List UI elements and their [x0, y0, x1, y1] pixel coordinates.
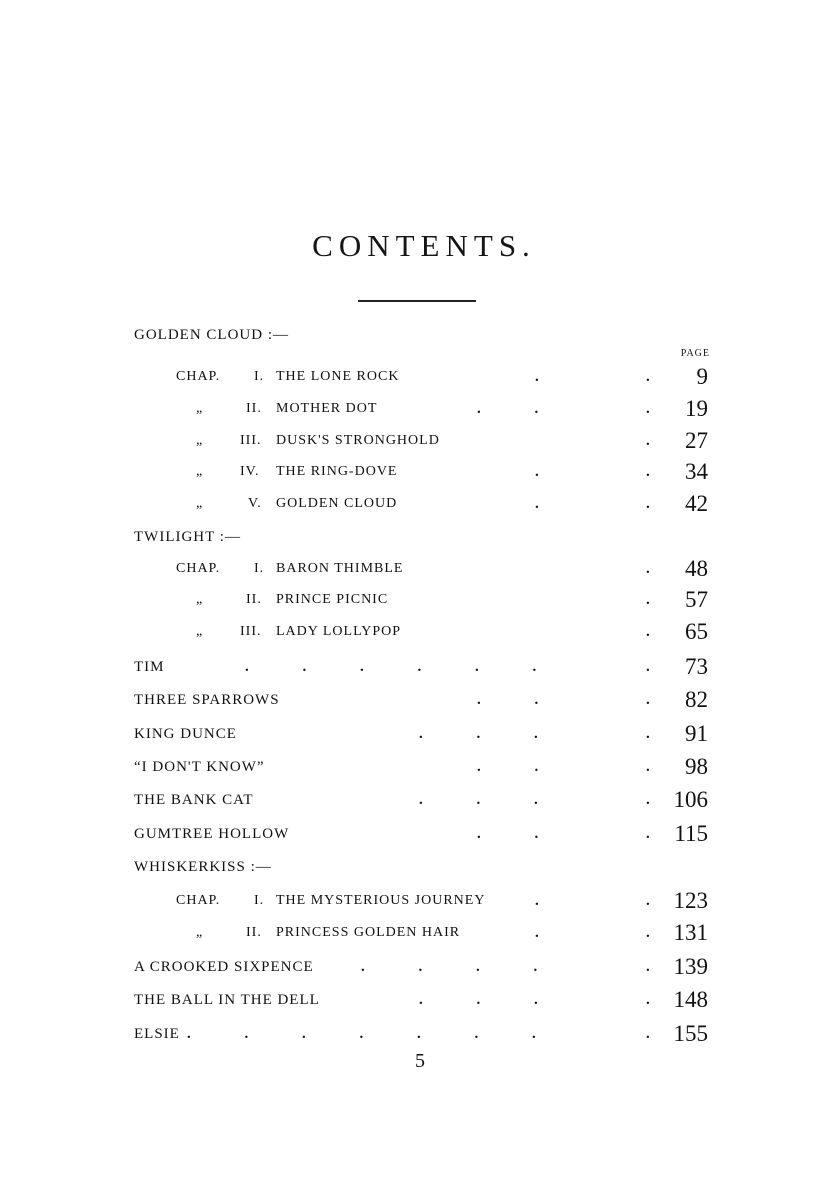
page-leader-dot: . [646, 759, 651, 775]
chapter-numeral: V. [248, 496, 262, 511]
page-leader-dot: . [646, 726, 651, 742]
title-divider [358, 300, 476, 302]
chapter-indicator: „ [196, 496, 204, 511]
toc-entry [0, 428, 840, 454]
page-leader-dot: . [646, 496, 651, 512]
page-number: 57 [685, 587, 708, 612]
toc-entry [0, 888, 840, 914]
page-number: 115 [674, 821, 708, 846]
page-number: 123 [673, 888, 708, 913]
entry-title: TIM [134, 659, 165, 675]
toc-section-heading [0, 854, 840, 880]
entry-title: THREE SPARROWS [134, 692, 280, 708]
toc-entry [0, 459, 840, 485]
leader-dots: . . . . . . . [187, 1026, 536, 1042]
leader-dots: . . [477, 759, 539, 775]
chapter-indicator: „ [196, 433, 204, 448]
leader-dots: . [535, 369, 539, 385]
entry-title: PRINCESS GOLDEN HAIR [276, 925, 461, 940]
page-leader-dot: . [646, 959, 651, 975]
toc-entry [0, 721, 840, 747]
page-leader-dot: . [646, 1026, 651, 1042]
chapter-numeral: I. [254, 561, 265, 576]
toc-section-heading [0, 524, 840, 550]
entry-title: THE RING-DOVE [276, 464, 398, 479]
page-leader-dot: . [646, 369, 651, 385]
section-title: WHISKERKISS :— [134, 859, 272, 875]
leader-dots: . . . . [361, 959, 538, 975]
leader-dots: . . . [419, 726, 538, 742]
toc-entry [0, 687, 840, 713]
page-leader-dot: . [646, 659, 651, 675]
toc-entry [0, 587, 840, 613]
toc-entry [0, 754, 840, 780]
chapter-numeral: I. [254, 369, 265, 384]
chapter-indicator: CHAP. [176, 561, 221, 576]
page-number: 148 [673, 987, 708, 1012]
toc-entry [0, 491, 840, 517]
entry-title: ELSIE [134, 1026, 180, 1042]
page-number: 98 [685, 754, 708, 779]
page-number: 82 [685, 687, 708, 712]
page-number: 42 [685, 491, 708, 516]
page-number: 27 [685, 428, 708, 453]
chapter-indicator: CHAP. [176, 369, 221, 384]
chapter-numeral: II. [246, 592, 262, 607]
toc-entry [0, 396, 840, 422]
page-leader-dot: . [646, 792, 651, 808]
toc-entry [0, 987, 840, 1013]
page-number: 65 [685, 619, 708, 644]
toc-entry [0, 619, 840, 645]
toc-section-heading [0, 322, 840, 348]
page-leader-dot: . [646, 692, 651, 708]
leader-dots: . . [477, 692, 539, 708]
entry-title: BARON THIMBLE [276, 561, 404, 576]
page-leader-dot: . [646, 592, 651, 608]
page-number: 73 [685, 654, 708, 679]
page-number: 131 [673, 920, 708, 945]
chapter-indicator: „ [196, 401, 204, 416]
leader-dots: . [535, 496, 539, 512]
chapter-indicator: „ [196, 925, 204, 940]
leader-dots: . [535, 464, 539, 480]
entry-title: THE BALL IN THE DELL [134, 992, 320, 1008]
page-leader-dot: . [646, 925, 651, 941]
page-number: 91 [685, 721, 708, 746]
toc-entry [0, 787, 840, 813]
entry-title: LADY LOLLYPOP [276, 624, 402, 639]
section-title: GOLDEN CLOUD :— [134, 327, 289, 343]
toc-entry [0, 654, 840, 680]
entry-title: A CROOKED SIXPENCE [134, 959, 314, 975]
leader-dots: . . [477, 401, 539, 417]
page-number: 48 [685, 556, 708, 581]
page-leader-dot: . [646, 433, 651, 449]
entry-title: GUMTREE HOLLOW [134, 826, 290, 842]
entry-title: KING DUNCE [134, 726, 237, 742]
page-leader-dot: . [646, 561, 651, 577]
entry-title: MOTHER DOT [276, 401, 378, 416]
leader-dots: . . . . . . [245, 659, 537, 675]
chapter-indicator: „ [196, 464, 204, 479]
chapter-numeral: IV. [240, 464, 260, 479]
page-number: 139 [673, 954, 708, 979]
page-leader-dot: . [646, 893, 651, 909]
toc-entry [0, 556, 840, 582]
page-column-label: PAGE [680, 348, 710, 359]
leader-dots: . . . [419, 792, 538, 808]
entry-title: “I DON'T KNOW” [134, 759, 265, 775]
page-number: 34 [685, 459, 708, 484]
entry-title: DUSK'S STRONGHOLD [276, 433, 440, 448]
leader-dots: . [535, 893, 539, 909]
leader-dots: . . . [419, 992, 538, 1008]
chapter-numeral: III. [240, 624, 262, 639]
page-leader-dot: . [646, 624, 651, 640]
chapter-numeral: II. [246, 401, 262, 416]
entry-title: PRINCE PICNIC [276, 592, 389, 607]
chapter-indicator: „ [196, 592, 204, 607]
section-title: TWILIGHT :— [134, 529, 241, 545]
leader-dots: . [535, 925, 539, 941]
toc-entry [0, 920, 840, 946]
toc-entry [0, 821, 840, 847]
page-title: CONTENTS. [312, 228, 536, 263]
toc-entry [0, 364, 840, 390]
chapter-numeral: III. [240, 433, 262, 448]
page-leader-dot: . [646, 992, 651, 1008]
page-number: 106 [673, 787, 708, 812]
entry-title: THE BANK CAT [134, 792, 254, 808]
page-number: 19 [685, 396, 708, 421]
chapter-indicator: CHAP. [176, 893, 221, 908]
page-number: 155 [673, 1021, 708, 1046]
footer-page-number: 5 [415, 1050, 425, 1072]
toc-entry [0, 1021, 840, 1047]
page-leader-dot: . [646, 401, 651, 417]
chapter-numeral: II. [246, 925, 262, 940]
page-leader-dot: . [646, 464, 651, 480]
page-number: 9 [696, 364, 708, 389]
entry-title: THE MYSTERIOUS JOURNEY [276, 893, 486, 908]
page-leader-dot: . [646, 826, 651, 842]
leader-dots: . . [477, 826, 539, 842]
chapter-indicator: „ [196, 624, 204, 639]
toc-entry [0, 954, 840, 980]
entry-title: THE LONE ROCK [276, 369, 400, 384]
entry-title: GOLDEN CLOUD [276, 496, 398, 511]
chapter-numeral: I. [254, 893, 265, 908]
